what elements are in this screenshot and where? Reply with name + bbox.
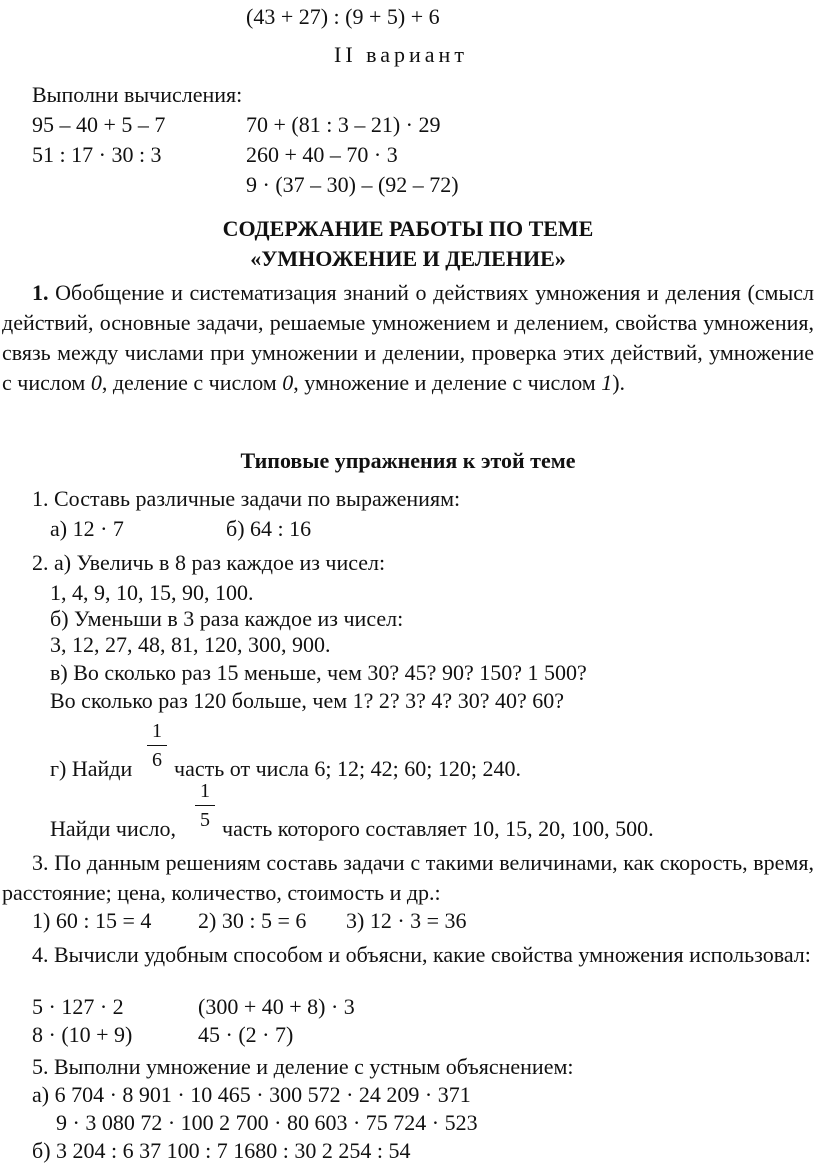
ex2-g-suffix: часть от числа 6; 12; 42; 60; 120; 240. bbox=[174, 756, 521, 781]
ex3-item-3: 3) 12 · 3 = 36 bbox=[346, 908, 467, 933]
ex3-text bbox=[2, 848, 814, 908]
ex4-text-content: 4. Вычисли удобным способом и объясни, какие свойства умножения использовал: bbox=[32, 942, 811, 967]
fraction-one-sixth bbox=[147, 720, 167, 771]
ex2-b-numbers: 3, 12, 27, 48, 81, 120, 300, 900. bbox=[50, 632, 331, 657]
ex2-a-text: 2. а) Увеличь в 8 раз каждое из чисел: bbox=[32, 550, 386, 575]
expr-5: 9 · (37 – 30) – (92 – 72) bbox=[246, 172, 459, 197]
fraction-numerator: 1 bbox=[152, 720, 162, 742]
ex2-a-numbers: 1, 4, 9, 10, 15, 90, 100. bbox=[50, 580, 254, 605]
ex1-b: б) 64 : 16 bbox=[226, 516, 312, 541]
ex3-item-2: 2) 30 : 5 = 6 bbox=[198, 908, 307, 933]
expr-3: 70 + (81 : 3 – 21) · 29 bbox=[246, 112, 441, 137]
ex2-find-suffix: часть которого составляет 10, 15, 20, 100, 500. bbox=[222, 816, 654, 841]
variant-heading: II вариант bbox=[334, 42, 468, 67]
fraction-one-fifth bbox=[195, 780, 215, 831]
paragraph-zero-1: 0 bbox=[90, 370, 102, 395]
expr-1: 95 – 40 + 5 – 7 bbox=[32, 112, 166, 137]
ex2-v-line-2: Во сколько раз 120 больше, чем 1? 2? 3? 4? 30? 40? 60? bbox=[50, 688, 564, 713]
exercises-heading: Типовые упражнения к этой теме bbox=[240, 448, 576, 473]
paragraph-text-b: , деление с числом bbox=[101, 370, 277, 395]
expr-2: 51 : 17 · 30 : 3 bbox=[32, 142, 162, 167]
task-instruction: Выполни вычисления: bbox=[32, 82, 243, 107]
paragraph-zero-2: 0 bbox=[282, 370, 294, 395]
fraction-denominator: 6 bbox=[152, 749, 162, 771]
ex5-row-a: а) 6 704 · 8 901 · 10 465 · 300 572 · 24 209 · 371 bbox=[32, 1082, 471, 1107]
paragraph-text-c: , умножение и деление с числом bbox=[293, 370, 596, 395]
ex3-text-content: 3. По данным решениям составь задачи с такими величинами, как скорость, время, расстояние; цена, количество, стоимость и др.: bbox=[2, 850, 814, 905]
ex1-a: а) 12 · 7 bbox=[50, 516, 124, 541]
fraction-bar bbox=[147, 745, 167, 746]
ex4-expr-4: 45 · (2 · 7) bbox=[198, 1022, 294, 1047]
ex4-expr-1: 5 · 127 · 2 bbox=[32, 994, 124, 1019]
ex2-g-prefix: г) Найди bbox=[50, 756, 133, 781]
paragraph-text-d: ). bbox=[612, 370, 626, 395]
top-expression: (43 + 27) : (9 + 5) + 6 bbox=[246, 4, 440, 29]
paragraph-number: 1. bbox=[32, 280, 49, 305]
ex2-v-line-1: в) Во сколько раз 15 меньше, чем 30? 45? 90? 150? 1 500? bbox=[50, 660, 587, 685]
fraction-bar bbox=[195, 805, 215, 806]
ex3-item-1: 1) 60 : 15 = 4 bbox=[32, 908, 152, 933]
ex4-expr-3: (300 + 40 + 8) · 3 bbox=[198, 994, 355, 1019]
fraction-numerator: 1 bbox=[200, 780, 210, 802]
ex5-row-b: б) 3 204 : 6 37 100 : 7 1680 : 30 2 254 : 54 bbox=[32, 1138, 411, 1163]
ex5-text: 5. Выполни умножение и деление с устным объяснением: bbox=[32, 1054, 574, 1079]
ex2-b-text: б) Уменьши в 3 раза каждое из чисел: bbox=[50, 606, 404, 631]
ex5-row-2: 9 · 3 080 72 · 100 2 700 · 80 603 · 75 724 · 523 bbox=[56, 1110, 478, 1135]
section-title-line-1: СОДЕРЖАНИЕ РАБОТЫ ПО ТЕМЕ bbox=[222, 216, 594, 241]
section-title-line-2: «УМНОЖЕНИЕ И ДЕЛЕНИЕ» bbox=[250, 246, 566, 271]
expr-4: 260 + 40 – 70 · 3 bbox=[246, 142, 398, 167]
ex1-text: 1. Составь различные задачи по выражениям: bbox=[32, 486, 461, 511]
fraction-denominator: 5 bbox=[200, 809, 210, 831]
paragraph-text-a: Обобщение и систематизация знаний о действиях умножения и деления (смысл действий, основные задачи, решаемые умножением и делением, свойства умножения, связь между числами при умножении и делении, проверка этих действий, умножение с числом bbox=[2, 280, 815, 395]
paragraph-one: 1 bbox=[601, 370, 613, 395]
section-paragraph bbox=[2, 278, 814, 398]
ex4-expr-2: 8 · (10 + 9) bbox=[32, 1022, 133, 1047]
ex2-find-prefix: Найди число, bbox=[50, 816, 176, 841]
ex4-text bbox=[2, 940, 814, 970]
